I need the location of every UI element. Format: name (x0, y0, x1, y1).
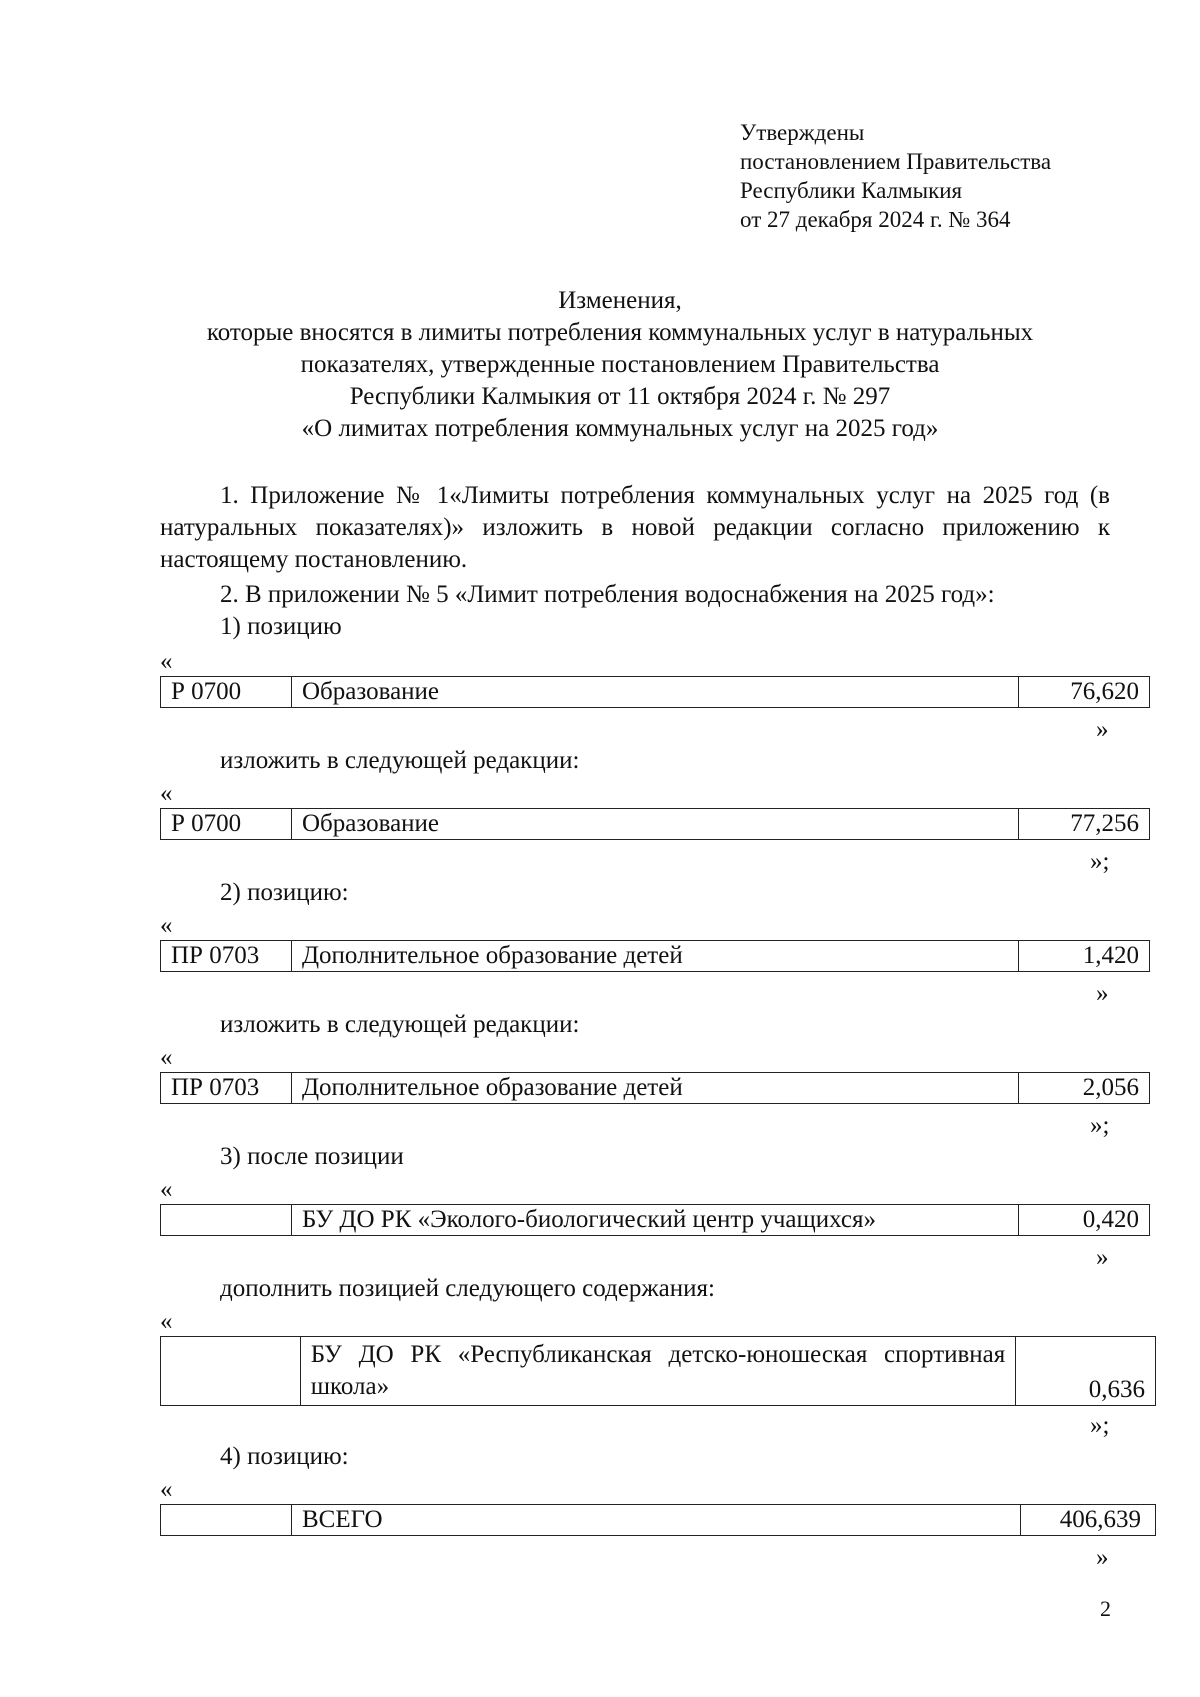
position-value: 76,620 (1019, 677, 1150, 708)
position-name: Образование (292, 677, 1019, 708)
opening-quote: « (160, 648, 173, 675)
position-code: Р 0700 (161, 809, 292, 840)
position-value: 0,420 (1019, 1205, 1150, 1236)
closing-quote: » (1096, 980, 1109, 1007)
position-code: ПР 0703 (161, 941, 292, 972)
position-code: ПР 0703 (161, 1073, 292, 1104)
title-line: Изменения, (558, 287, 682, 314)
item-2-paragraph: 2. В приложении № 5 «Лимит потребления водоснабжения на 2025 год»: (220, 581, 995, 608)
closing-quote: »; (1090, 848, 1110, 875)
position-table-old-2 (160, 940, 1150, 972)
opening-quote: « (160, 780, 173, 807)
position-value: 1,420 (1019, 941, 1150, 972)
opening-quote: « (160, 1308, 173, 1335)
opening-quote: « (160, 1044, 173, 1071)
position-name: Дополнительное образование детей (292, 941, 1019, 972)
position-table-old-3 (160, 1204, 1150, 1236)
sub-item-label: 1) позицию (220, 613, 342, 640)
title-line: Республики Калмыкия от 11 октября 2024 г. № 297 (349, 383, 891, 410)
position-code (161, 1505, 292, 1536)
position-value: 2,056 (1019, 1073, 1150, 1104)
position-value: 0,636 (1016, 1337, 1156, 1406)
opening-quote: « (160, 1176, 173, 1203)
position-table-new-2 (160, 1072, 1150, 1104)
title-line: показателях, утвержденные постановлением Правительства (300, 351, 940, 378)
instruction-text: дополнить позицией следующего содержания: (220, 1275, 715, 1302)
position-name: Образование (292, 809, 1019, 840)
instruction-text: изложить в следующей редакции: (220, 747, 580, 774)
document-title (120, 285, 1120, 445)
sub-item-label: 3) после позиции (220, 1143, 404, 1170)
position-name: Дополнительное образование детей (292, 1073, 1019, 1104)
approval-line: Республики Калмыкия (740, 178, 963, 203)
position-table-new-1 (160, 808, 1150, 840)
position-table-new-3 (160, 1336, 1156, 1406)
closing-quote: » (1096, 716, 1109, 743)
approval-block (740, 118, 1051, 234)
sub-item-label: 4) позицию: (220, 1443, 349, 1470)
position-value: 406,639 (1021, 1505, 1156, 1536)
position-table-old-1 (160, 676, 1150, 708)
approval-line: Утверждены (740, 120, 865, 145)
position-name: БУ ДО РК «Эколого-биологический центр учащихся» (292, 1205, 1019, 1236)
page-number: 2 (1100, 1596, 1111, 1621)
title-line: «О лимитах потребления коммунальных услуг на 2025 год» (301, 415, 939, 442)
opening-quote: « (160, 912, 173, 939)
opening-quote: « (160, 1476, 173, 1503)
position-code (161, 1337, 301, 1406)
approval-line: постановлением Правительства (740, 149, 1052, 174)
position-name: ВСЕГО (292, 1505, 1021, 1536)
sub-item-label: 2) позицию: (220, 879, 349, 906)
closing-quote: »; (1090, 1112, 1110, 1139)
closing-quote: »; (1090, 1412, 1110, 1439)
approval-line: от 27 декабря 2024 г. № 364 (740, 207, 1011, 232)
position-code: Р 0700 (161, 677, 292, 708)
item-1-paragraph: 1. Приложение № 1«Лимиты потребления коммунальных услуг на 2025 год (в натуральных показателях)» изложить в новой редакции согласно приложению к настоящему постановлению. (160, 482, 1110, 573)
closing-quote: » (1096, 1544, 1109, 1571)
position-table-total (160, 1504, 1156, 1536)
position-name: БУ ДО РК «Республиканская детско-юношеская спортивная школа» (300, 1337, 1016, 1406)
instruction-text: изложить в следующей редакции: (220, 1011, 580, 1038)
position-code (161, 1205, 292, 1236)
closing-quote: » (1096, 1244, 1109, 1271)
position-value: 77,256 (1019, 809, 1150, 840)
title-line: которые вносятся в лимиты потребления коммунальных услуг в натуральных (206, 319, 1034, 346)
